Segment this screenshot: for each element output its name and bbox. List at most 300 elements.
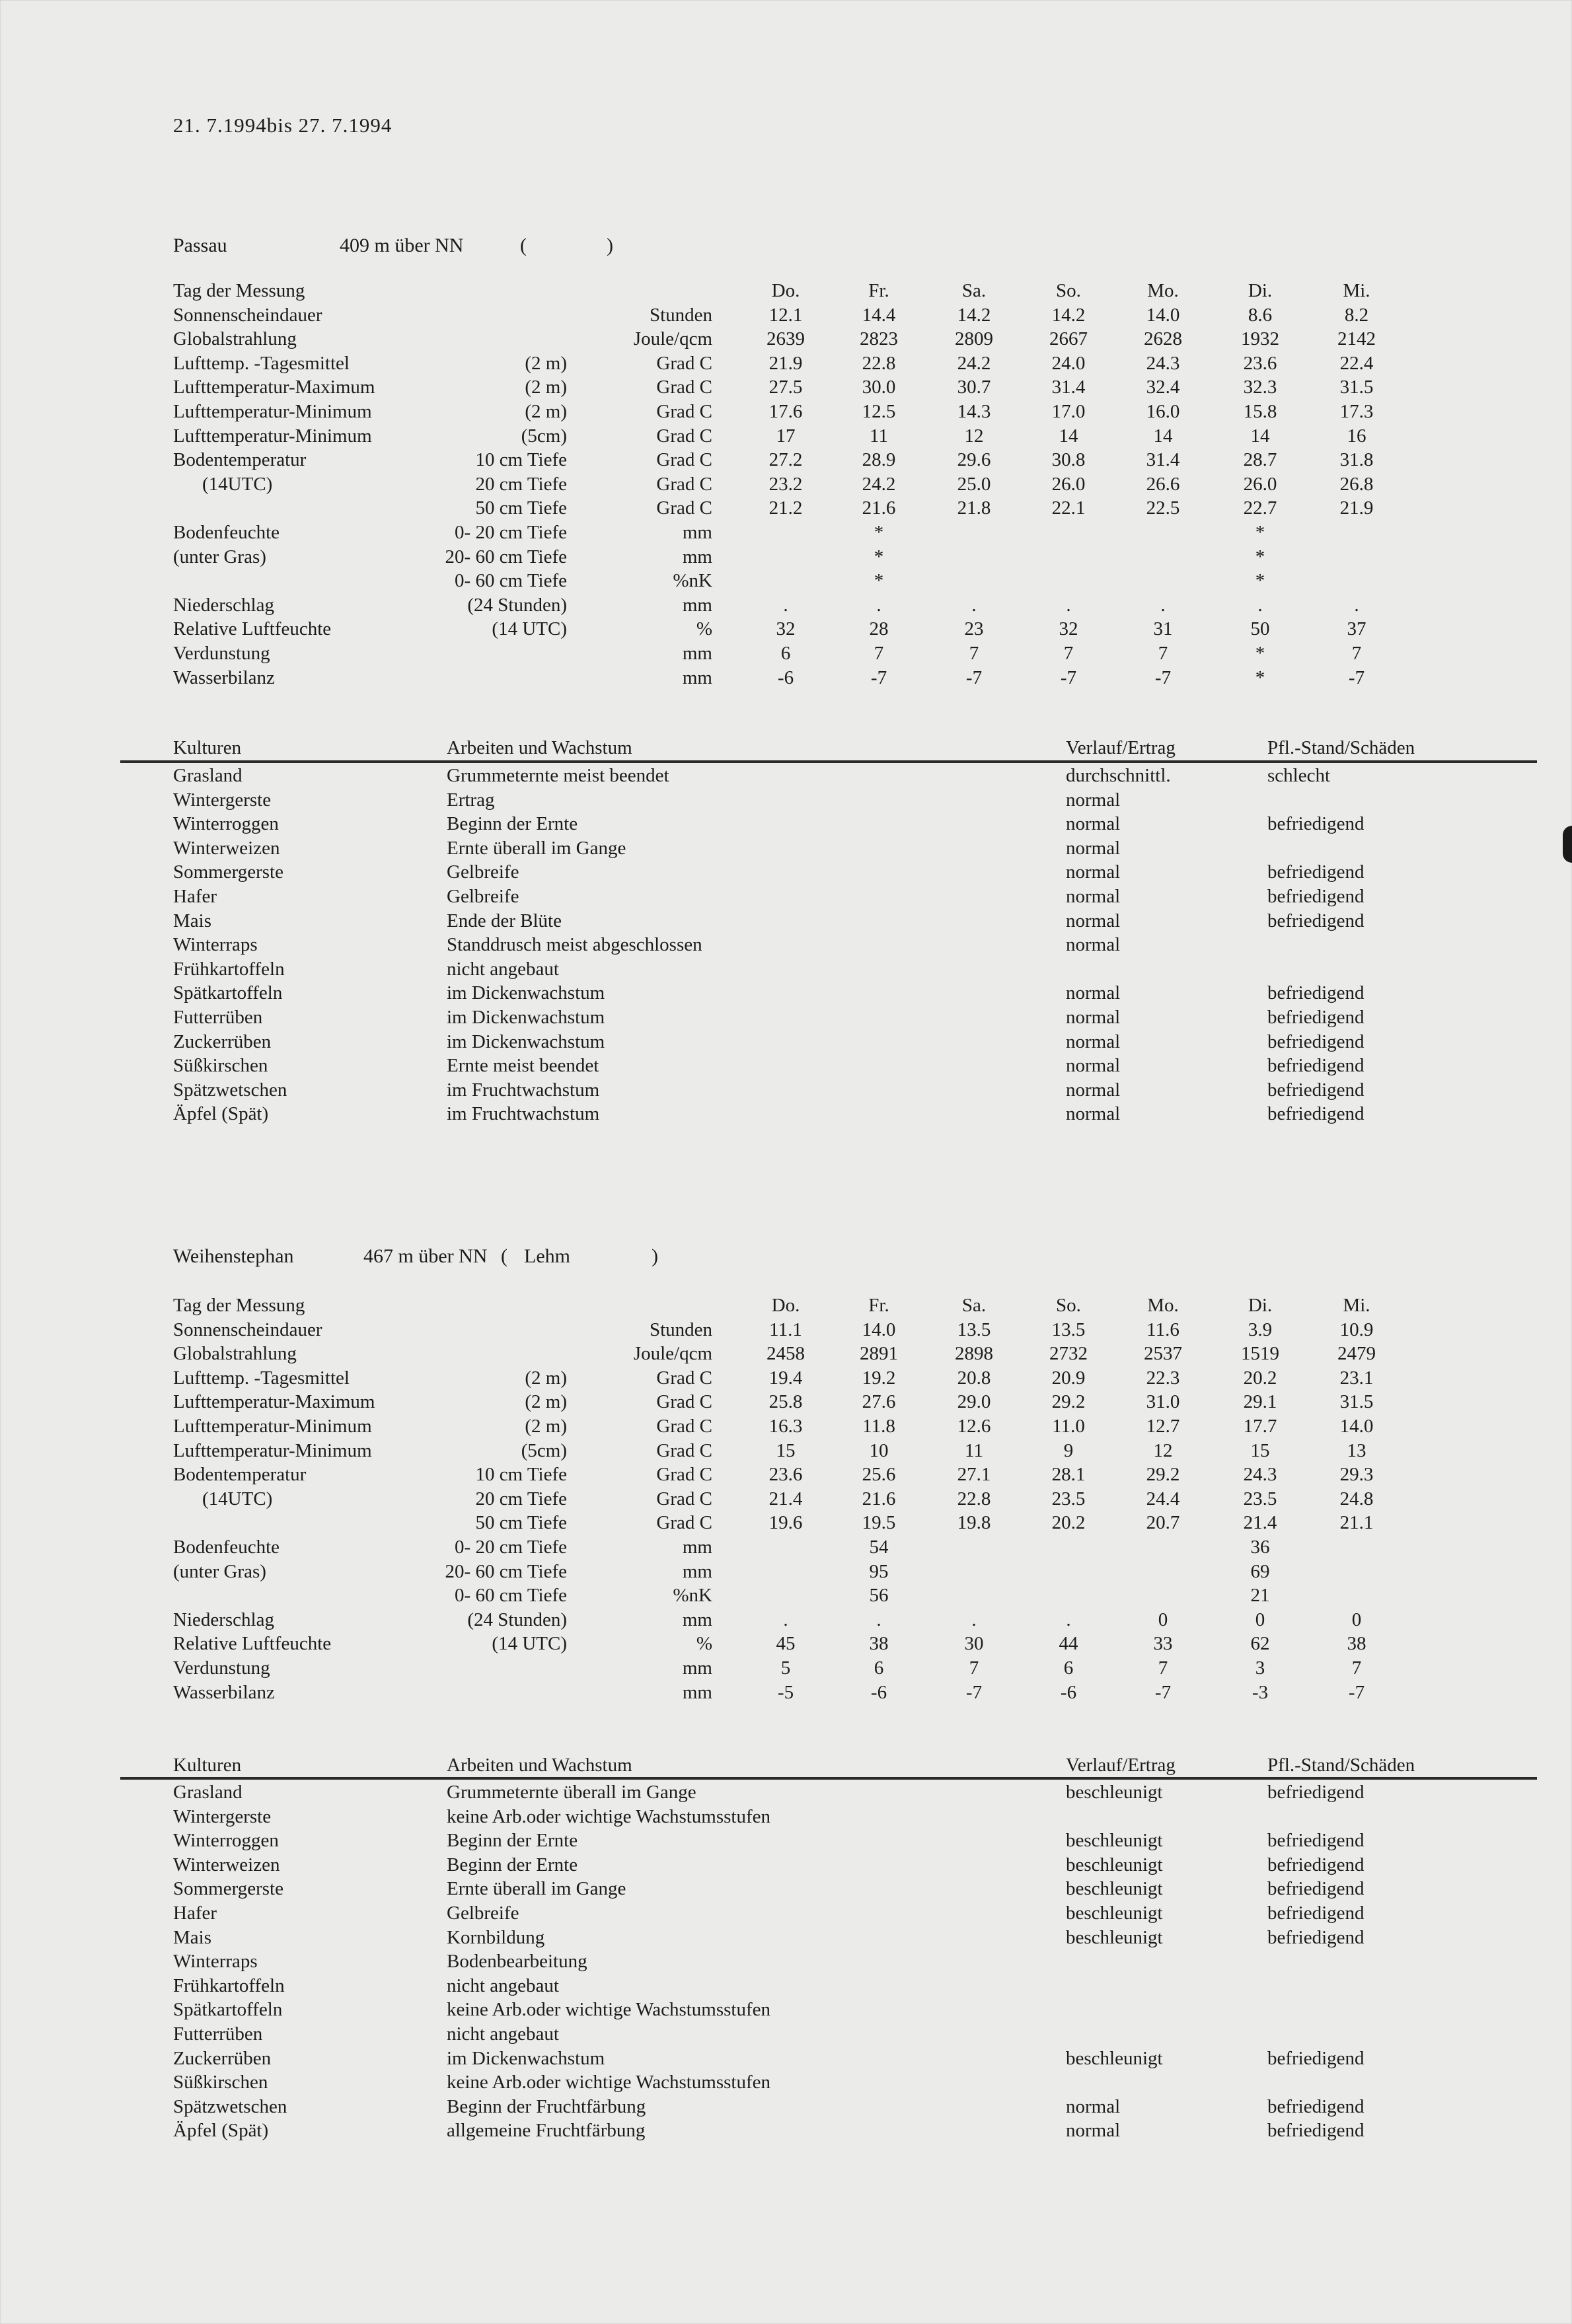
measure-value: 29.3 — [1339, 1464, 1374, 1486]
measure-value: -5 — [777, 1681, 794, 1703]
measure-value: -7 — [965, 1681, 983, 1703]
crop-name: Spätzwetschen — [173, 2095, 287, 2117]
measure-unit: mm — [682, 594, 712, 616]
measure-value: 21.4 — [1243, 1512, 1277, 1534]
measure-value: 14.2 — [1051, 304, 1086, 326]
measure-value: 27.6 — [862, 1391, 896, 1413]
crop-course-yield: normal — [1066, 2120, 1121, 2142]
measure-value: 24.3 — [1146, 352, 1180, 374]
measure-value: 2537 — [1144, 1343, 1182, 1365]
measure-value: 45 — [776, 1633, 796, 1655]
day-header: Mi. — [1343, 1295, 1370, 1316]
crop-condition: befriedigend — [1267, 1854, 1365, 1875]
crop-name: Hafer — [173, 1903, 217, 1924]
crop-course-yield: beschleunigt — [1066, 1854, 1163, 1875]
measure-value: 37 — [1347, 618, 1366, 640]
measure-value: 31.5 — [1339, 1391, 1374, 1413]
measure-value: 11.8 — [862, 1416, 895, 1437]
measure-unit: Grad C — [656, 352, 712, 374]
measure-value: 5 — [780, 1657, 791, 1679]
measure-value: 22.8 — [957, 1488, 991, 1509]
measure-depth: 50 cm Tiefe — [475, 1512, 567, 1534]
crop-work-growth: Beginn der Ernte — [447, 1854, 578, 1875]
measure-value: 1932 — [1241, 328, 1279, 350]
measure-value: 29.1 — [1243, 1391, 1277, 1413]
measure-value: 31.4 — [1051, 377, 1086, 398]
measure-value: 10 — [869, 1439, 889, 1461]
measure-value: 30.0 — [862, 377, 896, 398]
measure-value: 30 — [964, 1633, 984, 1655]
measure-label: Bodentemperatur — [173, 1464, 307, 1486]
measure-value: 13.5 — [957, 1319, 991, 1340]
crop-name: Äpfel (Spät) — [173, 2120, 269, 2142]
crop-work-growth: keine Arb.oder wichtige Wachstumsstufen — [447, 1805, 771, 1827]
measure-value: 14.0 — [1146, 304, 1180, 326]
measure-unit: Grad C — [656, 1391, 712, 1413]
measure-unit: Grad C — [656, 497, 712, 519]
measure-unit: Grad C — [656, 449, 712, 471]
measure-label: Relative Luftfeuchte — [173, 618, 332, 640]
measure-value: . — [1257, 594, 1263, 616]
measure-value: 23.6 — [1243, 352, 1277, 374]
crop-condition: befriedigend — [1267, 2120, 1365, 2142]
measure-value: 15.8 — [1243, 401, 1277, 422]
measure-value: 15 — [776, 1439, 796, 1461]
measure-value: . — [1354, 594, 1359, 616]
measure-unit: mm — [682, 667, 712, 688]
measure-value: 21.8 — [957, 497, 991, 519]
measure-value: 7 — [969, 643, 979, 664]
measure-depth: (2 m) — [525, 401, 567, 422]
day-header: Mo. — [1147, 1295, 1179, 1316]
measure-value: . — [971, 594, 977, 616]
measure-depth: 0- 20 cm Tiefe — [455, 1537, 567, 1558]
crop-column-header: Verlauf/Ertrag — [1066, 737, 1176, 758]
crop-name: Süßkirschen — [173, 1055, 268, 1077]
measure-value: * — [1255, 522, 1265, 543]
measure-value: 22.4 — [1339, 352, 1374, 374]
measure-value: 56 — [869, 1585, 889, 1607]
measure-value: 26.0 — [1051, 473, 1086, 495]
measure-unit: % — [696, 618, 712, 640]
crop-course-yield: normal — [1066, 910, 1121, 931]
station-altitude: 467 m über NN — [363, 1245, 488, 1267]
crop-work-growth: Beginn der Fruchtfärbung — [447, 2095, 646, 2117]
measure-value: * — [1255, 643, 1265, 664]
measure-depth: (14 UTC) — [492, 618, 567, 640]
measure-value: 2667 — [1049, 328, 1088, 350]
measure-value: 15 — [1250, 1439, 1270, 1461]
crop-work-growth: im Dickenwachstum — [447, 2047, 605, 2069]
measure-value: * — [874, 546, 884, 567]
crop-condition: befriedigend — [1267, 1079, 1365, 1101]
measure-label: Lufttemp. -Tagesmittel — [173, 352, 350, 374]
measure-value: -7 — [870, 667, 887, 688]
measure-value: 12.1 — [768, 304, 803, 326]
crop-name: Wintergerste — [173, 1805, 272, 1827]
measure-value: 31.5 — [1339, 377, 1374, 398]
measure-value: -7 — [965, 667, 983, 688]
crop-name: Frühkartoffeln — [173, 1975, 285, 1996]
crop-condition: befriedigend — [1267, 886, 1365, 907]
measure-value: 27.5 — [768, 377, 803, 398]
measure-value: 20.2 — [1051, 1512, 1086, 1534]
measure-value: 3 — [1255, 1657, 1265, 1679]
measure-value: 7 — [1351, 643, 1362, 664]
crop-course-yield: beschleunigt — [1066, 2047, 1163, 2069]
measure-value: 12.7 — [1146, 1416, 1180, 1437]
measure-value: 14 — [1153, 425, 1173, 447]
measure-label: Bodenfeuchte — [173, 522, 280, 543]
measure-value: 21.9 — [1339, 497, 1374, 519]
crop-condition: befriedigend — [1267, 813, 1365, 835]
measure-value: 2479 — [1337, 1343, 1376, 1365]
crop-course-yield: beschleunigt — [1066, 1926, 1163, 1948]
crop-work-growth: im Dickenwachstum — [447, 1031, 605, 1052]
measure-value: 25.6 — [862, 1464, 896, 1486]
measure-value: 17.7 — [1243, 1416, 1277, 1437]
crop-name: Sommergerste — [173, 1878, 283, 1900]
measure-depth: 10 cm Tiefe — [475, 449, 567, 471]
measure-value: 22.7 — [1243, 497, 1277, 519]
day-header: Do. — [771, 1295, 800, 1316]
measure-value: 20.7 — [1146, 1512, 1180, 1534]
measure-value: 6 — [874, 1657, 884, 1679]
measure-unit: Grad C — [656, 1439, 712, 1461]
measure-value: 14.4 — [862, 304, 896, 326]
station-altitude: 409 m über NN — [340, 235, 464, 256]
crop-course-yield: normal — [1066, 1055, 1121, 1077]
measure-value: 24.3 — [1243, 1464, 1277, 1486]
measure-unit: Grad C — [656, 401, 712, 422]
crop-name: Spätkartoffeln — [173, 1999, 283, 2021]
measure-value: 11.0 — [1052, 1416, 1085, 1437]
measure-value: 22.3 — [1146, 1367, 1180, 1389]
crop-course-yield: normal — [1066, 1079, 1121, 1101]
measure-value: 31.0 — [1146, 1391, 1180, 1413]
measure-value: 30.7 — [957, 377, 991, 398]
measure-value: 32.3 — [1243, 377, 1277, 398]
crop-name: Süßkirschen — [173, 2072, 268, 2093]
measure-value: . — [1066, 1609, 1071, 1630]
measure-label: Globalstrahlung — [173, 328, 297, 350]
measure-value: * — [874, 570, 884, 592]
measure-value: 7 — [874, 643, 884, 664]
measure-value: 20.2 — [1243, 1367, 1277, 1389]
measure-unit: Stunden — [649, 1319, 712, 1340]
measure-unit: Stunden — [649, 304, 712, 326]
measure-label: Bodentemperatur — [173, 449, 307, 471]
measure-value: . — [876, 1609, 881, 1630]
measure-label: Lufttemperatur-Minimum — [173, 425, 372, 447]
crop-condition: befriedigend — [1267, 1878, 1365, 1900]
measure-value: 21.1 — [1339, 1512, 1374, 1534]
station-name: Weihenstephan — [173, 1245, 294, 1267]
crop-course-yield: normal — [1066, 861, 1121, 883]
measure-value: 7 — [969, 1657, 979, 1679]
measure-depth: 0- 20 cm Tiefe — [455, 522, 567, 543]
crop-column-header: Arbeiten und Wachstum — [447, 737, 632, 758]
crop-course-yield: normal — [1066, 789, 1121, 811]
days-label: Tag der Messung — [173, 280, 305, 301]
crop-column-header: Pfl.-Stand/Schäden — [1267, 1755, 1415, 1776]
crop-table-rule — [120, 760, 1537, 763]
measure-value: 21.6 — [862, 1488, 896, 1509]
measure-value: 62 — [1250, 1633, 1270, 1655]
measure-value: . — [1160, 594, 1166, 616]
crop-work-growth: Gelbreife — [447, 861, 519, 883]
crop-course-yield: durchschnittl. — [1066, 765, 1171, 786]
day-header: Sa. — [961, 1295, 987, 1316]
crop-name: Spätzwetschen — [173, 1079, 287, 1101]
measure-value: 14 — [1250, 425, 1270, 447]
measure-value: 7 — [1158, 643, 1168, 664]
crop-column-header: Pfl.-Stand/Schäden — [1267, 737, 1415, 758]
crop-name: Spätkartoffeln — [173, 982, 283, 1004]
measure-value: -6 — [870, 1681, 887, 1703]
measure-value: 54 — [869, 1537, 889, 1558]
measure-value: 11 — [965, 1439, 983, 1461]
crop-course-yield: normal — [1066, 1031, 1121, 1052]
measure-value: 17.0 — [1051, 401, 1086, 422]
crop-column-header: Kulturen — [173, 737, 242, 758]
measure-depth: (24 Stunden) — [467, 594, 567, 616]
day-header: Di. — [1248, 280, 1273, 301]
crop-column-header: Verlauf/Ertrag — [1066, 1755, 1176, 1776]
measure-label: Wasserbilanz — [173, 667, 275, 688]
measure-depth: 20 cm Tiefe — [475, 473, 567, 495]
crop-name: Winterweizen — [173, 1854, 280, 1875]
soil-close-paren: ) — [607, 235, 613, 256]
measure-value: 24.8 — [1339, 1488, 1374, 1509]
measure-value: -7 — [1348, 667, 1365, 688]
measure-value: 27.1 — [957, 1464, 991, 1486]
crop-course-yield: normal — [1066, 1103, 1121, 1125]
measure-label: Lufttemperatur-Maximum — [173, 1391, 375, 1413]
crop-work-growth: Ernte überall im Gange — [447, 1878, 626, 1900]
crop-column-header: Kulturen — [173, 1755, 242, 1776]
measure-value: 11.1 — [769, 1319, 802, 1340]
measure-value: 20.8 — [957, 1367, 991, 1389]
station-name: Passau — [173, 235, 227, 256]
crop-name: Winterroggen — [173, 1830, 279, 1852]
measure-value: 28 — [869, 618, 889, 640]
measure-unit: Grad C — [656, 425, 712, 447]
measure-value: 29.2 — [1051, 1391, 1086, 1413]
measure-value: 2809 — [955, 328, 993, 350]
measure-value: 26.6 — [1146, 473, 1180, 495]
measure-value: 21 — [1250, 1585, 1270, 1607]
measure-value: * — [1255, 667, 1265, 688]
measure-value: 23 — [964, 618, 984, 640]
measure-unit: mm — [682, 1681, 712, 1703]
measure-value: 1519 — [1241, 1343, 1279, 1365]
measure-unit: Grad C — [656, 1488, 712, 1509]
measure-value: 22.5 — [1146, 497, 1180, 519]
measure-label: Globalstrahlung — [173, 1343, 297, 1365]
measure-value: 19.6 — [768, 1512, 803, 1534]
measure-value: 24.2 — [957, 352, 991, 374]
measure-value: 31.8 — [1339, 449, 1374, 471]
measure-unit: mm — [682, 522, 712, 543]
crop-condition: befriedigend — [1267, 1055, 1365, 1077]
crop-name: Winterraps — [173, 934, 258, 956]
measure-value: . — [783, 1609, 788, 1630]
measure-value: 2142 — [1337, 328, 1376, 350]
day-header: Mo. — [1147, 280, 1179, 301]
crop-work-growth: nicht angebaut — [447, 1975, 559, 1996]
measure-value: 6 — [1063, 1657, 1074, 1679]
measure-value: 32 — [1059, 618, 1078, 640]
day-header: Sa. — [961, 280, 987, 301]
measure-value: 21.9 — [768, 352, 803, 374]
measure-value: 24.4 — [1146, 1488, 1180, 1509]
measure-label: Lufttemperatur-Minimum — [173, 1439, 372, 1461]
measure-value: 2458 — [767, 1343, 805, 1365]
measure-label: (unter Gras) — [173, 1560, 266, 1582]
punch-hole-mark — [1563, 826, 1572, 863]
crop-work-growth: Gelbreife — [447, 1903, 519, 1924]
measure-value: 2891 — [860, 1343, 898, 1365]
crop-name: Mais — [173, 1926, 211, 1948]
crop-work-growth: im Dickenwachstum — [447, 982, 605, 1004]
measure-value: 9 — [1063, 1439, 1074, 1461]
measure-value: 7 — [1063, 643, 1074, 664]
measure-value: . — [783, 594, 788, 616]
crop-work-growth: Grummeternte meist beendet — [447, 765, 669, 786]
measure-label: Lufttemperatur-Minimum — [173, 401, 372, 422]
measure-value: 19.8 — [957, 1512, 991, 1534]
measure-value: 19.2 — [862, 1367, 896, 1389]
measure-unit: % — [696, 1633, 712, 1655]
day-header: Mi. — [1343, 280, 1370, 301]
crop-work-growth: Ertrag — [447, 789, 495, 811]
measure-depth: 20- 60 cm Tiefe — [445, 1560, 567, 1582]
crop-course-yield: beschleunigt — [1066, 1782, 1163, 1803]
measure-unit: mm — [682, 643, 712, 664]
measure-depth: (5cm) — [521, 1439, 567, 1461]
measure-unit: Joule/qcm — [633, 328, 712, 350]
measure-value: 23.1 — [1339, 1367, 1374, 1389]
crop-condition: befriedigend — [1267, 861, 1365, 883]
crop-condition: befriedigend — [1267, 1903, 1365, 1924]
measure-depth: 20 cm Tiefe — [475, 1488, 567, 1509]
crop-condition: befriedigend — [1267, 910, 1365, 931]
measure-depth: 0- 60 cm Tiefe — [455, 570, 567, 592]
measure-label: (unter Gras) — [173, 546, 266, 567]
crop-work-growth: Bodenbearbeitung — [447, 1951, 587, 1973]
crop-condition: befriedigend — [1267, 1926, 1365, 1948]
measure-label: Sonnenscheindauer — [173, 1319, 322, 1340]
measure-value: 16.3 — [768, 1416, 803, 1437]
measure-value: 11 — [870, 425, 888, 447]
measure-unit: mm — [682, 1609, 712, 1630]
measure-value: 33 — [1153, 1633, 1173, 1655]
crop-table-rule — [120, 1777, 1537, 1780]
measure-value: 27.2 — [768, 449, 803, 471]
crop-name: Zuckerrüben — [173, 1031, 272, 1052]
measure-value: 20.9 — [1051, 1367, 1086, 1389]
measure-value: -3 — [1252, 1681, 1269, 1703]
measure-depth: 50 cm Tiefe — [475, 497, 567, 519]
crop-name: Hafer — [173, 886, 217, 907]
measure-label: Niederschlag — [173, 1609, 274, 1630]
crop-column-header: Arbeiten und Wachstum — [447, 1755, 632, 1776]
measure-value: 44 — [1059, 1633, 1078, 1655]
measure-value: 36 — [1250, 1537, 1270, 1558]
crop-name: Futterrüben — [173, 2023, 263, 2045]
measure-value: 2639 — [767, 328, 805, 350]
measure-value: 22.1 — [1051, 497, 1086, 519]
measure-value: 17.3 — [1339, 401, 1374, 422]
measure-value: -6 — [777, 667, 794, 688]
crop-work-growth: allgemeine Fruchtfärbung — [447, 2120, 646, 2142]
measure-value: 2628 — [1144, 328, 1182, 350]
measure-value: 16 — [1347, 425, 1366, 447]
crop-name: Mais — [173, 910, 211, 931]
crop-condition: befriedigend — [1267, 1103, 1365, 1125]
measure-value: 29.2 — [1146, 1464, 1180, 1486]
crop-name: Winterweizen — [173, 837, 280, 859]
measure-value: 31 — [1153, 618, 1173, 640]
crop-work-growth: Ernte meist beendet — [447, 1055, 599, 1077]
crop-work-growth: Beginn der Ernte — [447, 813, 578, 835]
day-header: Di. — [1248, 1295, 1273, 1316]
measure-value: 12.6 — [957, 1416, 991, 1437]
measure-value: 24.0 — [1051, 352, 1086, 374]
measure-value: 29.0 — [957, 1391, 991, 1413]
measure-value: * — [874, 522, 884, 543]
crop-course-yield: normal — [1066, 837, 1121, 859]
measure-value: . — [876, 594, 881, 616]
measure-value: 0 — [1158, 1609, 1168, 1630]
soil-close-paren: ) — [652, 1245, 658, 1267]
crop-name: Grasland — [173, 765, 243, 786]
measure-value: -6 — [1060, 1681, 1077, 1703]
measure-value: 3.9 — [1248, 1319, 1273, 1340]
measure-value: * — [1255, 570, 1265, 592]
measure-label: (14UTC) — [202, 1488, 273, 1509]
crop-name: Winterroggen — [173, 813, 279, 835]
measure-value: 21.6 — [862, 497, 896, 519]
measure-value: 28.1 — [1051, 1464, 1086, 1486]
measure-value: * — [1255, 546, 1265, 567]
measure-value: 14 — [1059, 425, 1078, 447]
measure-depth: (2 m) — [525, 1367, 567, 1389]
measure-unit: Grad C — [656, 1367, 712, 1389]
measure-value: 28.9 — [862, 449, 896, 471]
crop-course-yield: normal — [1066, 1007, 1121, 1028]
crop-work-growth: im Fruchtwachstum — [447, 1079, 600, 1101]
crop-course-yield: normal — [1066, 982, 1121, 1004]
measure-value: 14.0 — [1339, 1416, 1374, 1437]
measure-value: 7 — [1351, 1657, 1362, 1679]
measure-depth: (5cm) — [521, 425, 567, 447]
soil-type: Lehm — [524, 1245, 570, 1267]
measure-value: 25.0 — [957, 473, 991, 495]
measure-label: Sonnenscheindauer — [173, 304, 322, 326]
crop-work-growth: Standdrusch meist abgeschlossen — [447, 934, 702, 956]
measure-value: 7 — [1158, 1657, 1168, 1679]
measure-label: Verdunstung — [173, 643, 270, 664]
measure-label: Relative Luftfeuchte — [173, 1633, 332, 1655]
crop-name: Grasland — [173, 1782, 243, 1803]
crop-condition: befriedigend — [1267, 1830, 1365, 1852]
measure-depth: 10 cm Tiefe — [475, 1464, 567, 1486]
measure-value: 22.8 — [862, 352, 896, 374]
crop-work-growth: Gelbreife — [447, 886, 519, 907]
crop-work-growth: Ende der Blüte — [447, 910, 562, 931]
